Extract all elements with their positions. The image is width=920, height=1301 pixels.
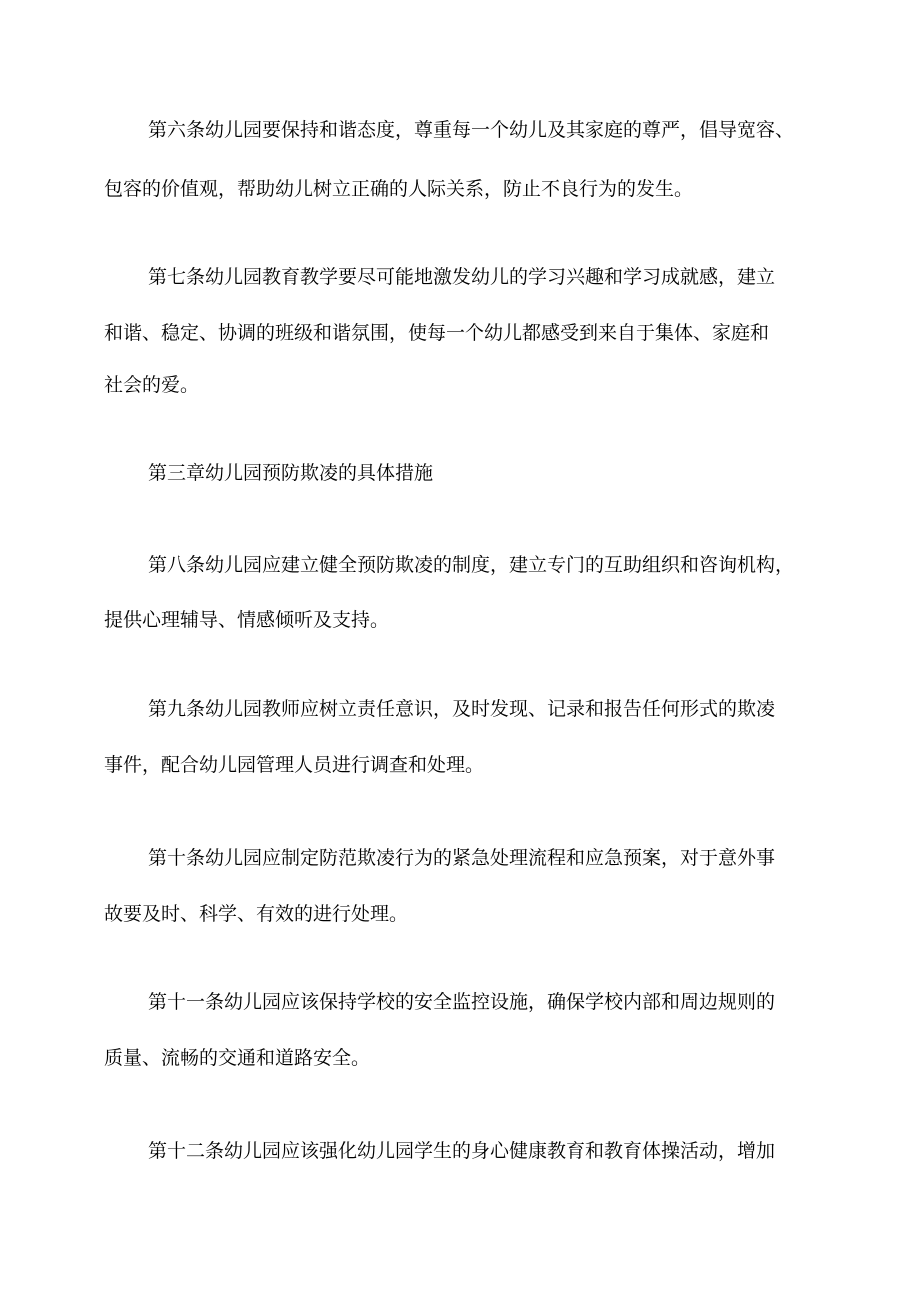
article-6-line-2: 包容的价值观，帮助幼儿树立正确的人际关系，防止不良行为的发生。 (104, 178, 694, 200)
article-10-line-1: 第十条幼儿园应制定防范欺凌行为的紧急处理流程和应急预案，对于意外事 (148, 847, 776, 869)
article-11-line-2: 质量、流畅的交通和道路安全。 (104, 1047, 371, 1069)
article-9-line-1: 第九条幼儿园教师应树立责任意识，及时发现、记录和报告任何形式的欺凌 (148, 698, 776, 720)
article-8-line-2: 提供心理辅导、情感倾听及支持。 (104, 609, 390, 631)
article-10-line-2: 故要及时、科学、有效的进行处理。 (104, 903, 409, 925)
article-7-line-3: 社会的爱。 (104, 374, 200, 396)
article-11-line-1: 第十一条幼儿园应该保持学校的安全监控设施，确保学校内部和周边规则的 (148, 991, 776, 1013)
chapter-3-heading: 第三章幼儿园预防欺凌的具体措施 (148, 462, 434, 484)
article-6-line-1: 第六条幼儿园要保持和谐态度，尊重每一个幼儿及其家庭的尊严，倡导宽容、 (148, 119, 795, 141)
article-7-line-1: 第七条幼儿园教育教学要尽可能地激发幼儿的学习兴趣和学习成就感，建立 (148, 266, 776, 288)
article-7-line-2: 和谐、稳定、协调的班级和谐氛围，使每一个幼儿都感受到来自于集体、家庭和 (104, 322, 770, 344)
article-12-line-1: 第十二条幼儿园应该强化幼儿园学生的身心健康教育和教育体操活动，增加 (148, 1140, 776, 1162)
article-9-line-2: 事件，配合幼儿园管理人员进行调查和处理。 (104, 754, 485, 776)
article-8-line-1: 第八条幼儿园应建立健全预防欺凌的制度，建立专门的互助组织和咨询机构， (148, 554, 795, 576)
